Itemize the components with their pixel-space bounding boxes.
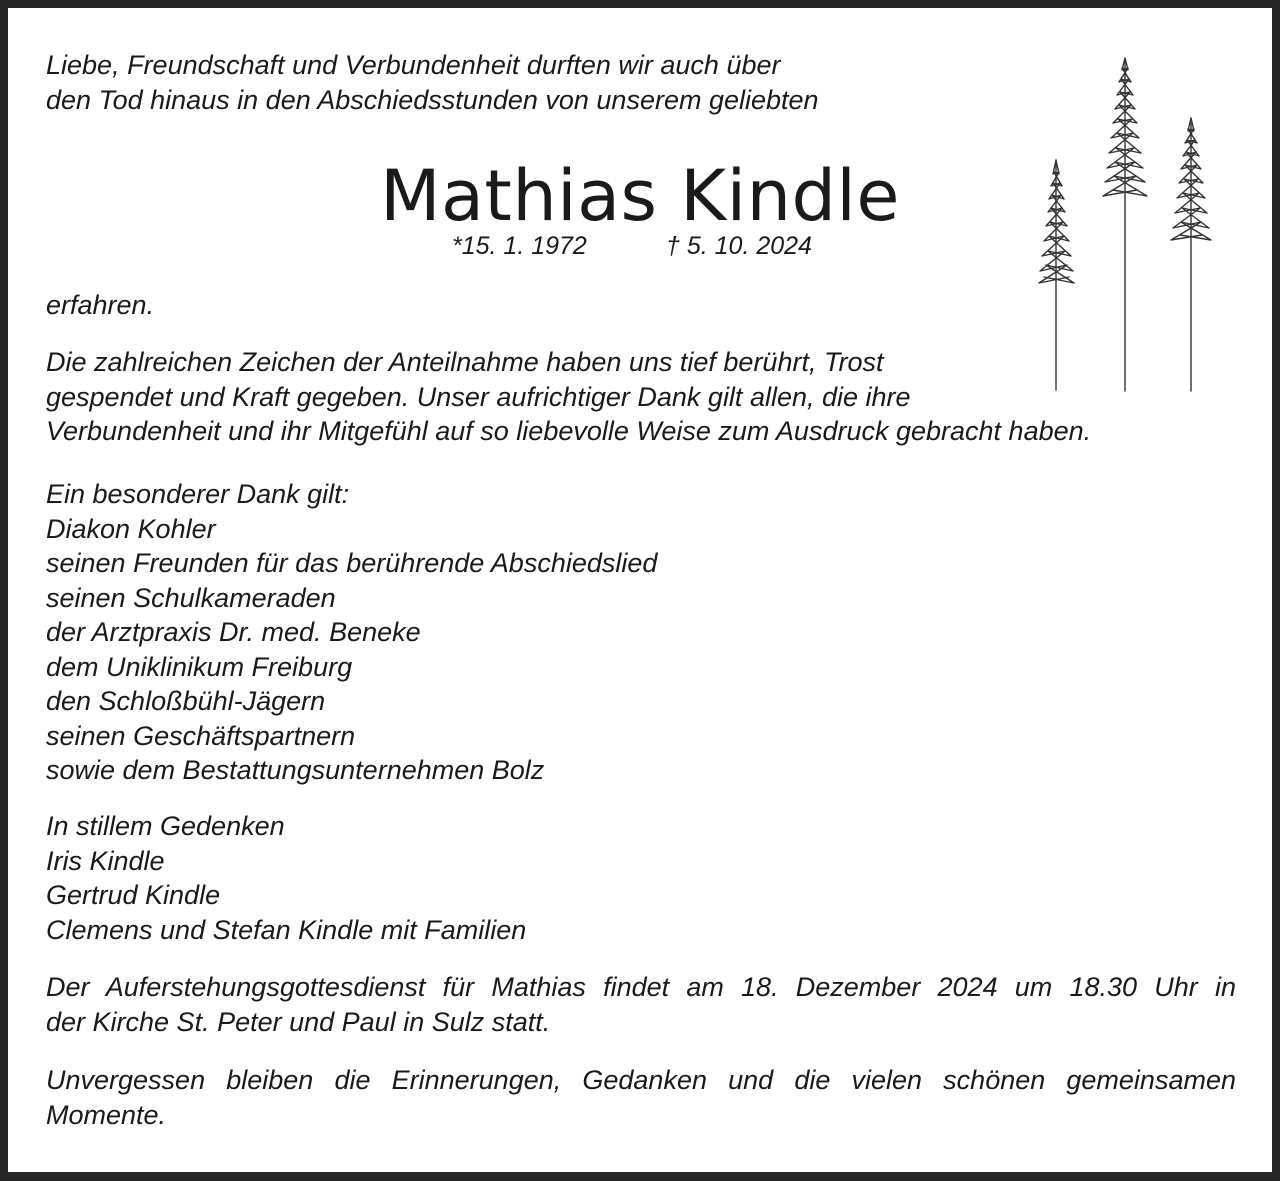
thanks-item: sowie dem Bestattungsunternehmen Bolz bbox=[46, 755, 545, 785]
thanks-item: seinen Schulkameraden bbox=[46, 582, 336, 613]
thanks-item: den Schloßbühl-Jägern bbox=[46, 686, 326, 716]
thanks-item: dem Uniklinikum Freiburg bbox=[46, 651, 353, 682]
pine-trees-icon bbox=[1013, 48, 1243, 393]
mourner-name: Gertrud Kindle bbox=[46, 880, 221, 910]
deceased-name: Mathias Kindle bbox=[380, 155, 900, 237]
gratitude-line: Verbundenheit und ihr Mitgefühl auf so liebevolle Weise zum Ausdruck gebracht haben. bbox=[46, 416, 1092, 446]
special-thanks-list bbox=[46, 477, 657, 788]
intro-text bbox=[46, 48, 819, 117]
closing-line: Momente. bbox=[46, 1099, 167, 1130]
gratitude-paragraph bbox=[46, 345, 1091, 449]
mourners-heading: In stillem Gedenken bbox=[46, 811, 285, 841]
service-line: Der Auferstehungsgottesdienst für Mathias findet am 18. Dezember 2024 um 18.30 Uhr in bbox=[46, 972, 1236, 1002]
closing-line: Unvergessen bleiben die Erinnerungen, Gedanken und die vielen schönen gemeinsamen bbox=[46, 1065, 1236, 1095]
thanks-item: Diakon Kohler bbox=[46, 513, 216, 544]
thanks-item: seinen Geschäftspartnern bbox=[46, 720, 356, 751]
service-line: der Kirche St. Peter und Paul in Sulz statt. bbox=[46, 1006, 551, 1037]
birth-date: *15. 1. 1972 bbox=[452, 232, 587, 260]
obituary-card bbox=[8, 8, 1272, 1172]
mourner-name: Iris Kindle bbox=[46, 845, 165, 876]
intro-line: Liebe, Freundschaft und Verbundenheit durften wir auch über bbox=[46, 50, 781, 80]
thanks-item: seinen Freunden für das berührende Abschiedslied bbox=[46, 548, 658, 578]
intro-end: erfahren. bbox=[46, 290, 155, 320]
gratitude-line: gespendet und Kraft gegeben. Unser aufrichtiger Dank gilt allen, die ihre bbox=[46, 381, 911, 412]
service-announcement bbox=[46, 970, 1236, 1039]
closing-text bbox=[46, 1063, 1236, 1132]
mourner-name: Clemens und Stefan Kindle mit Familien bbox=[46, 914, 527, 945]
intro-line: den Tod hinaus in den Abschiedsstunden von unserem geliebten bbox=[46, 84, 819, 115]
gratitude-line: Die zahlreichen Zeichen der Anteilnahme haben uns tief berührt, Trost bbox=[46, 347, 884, 377]
special-thanks-heading: Ein besonderer Dank gilt: bbox=[46, 479, 350, 509]
death-date: † 5. 10. 2024 bbox=[666, 232, 812, 260]
thanks-item: der Arztpraxis Dr. med. Beneke bbox=[46, 617, 421, 647]
mourners-list bbox=[46, 809, 526, 947]
